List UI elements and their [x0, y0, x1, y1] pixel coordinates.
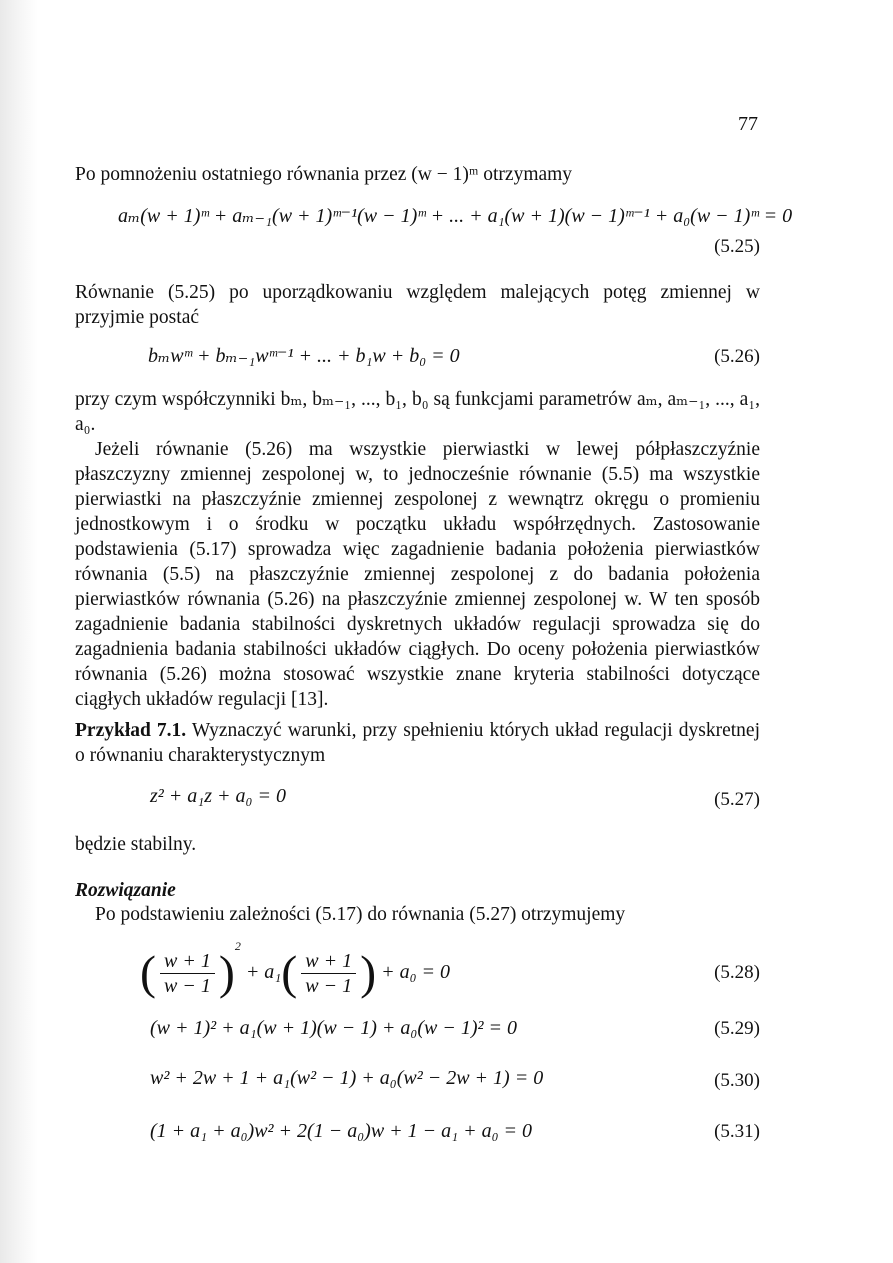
page-number: 77	[738, 113, 758, 135]
equation-5-29-number: (5.29)	[714, 1018, 760, 1039]
equation-5-28-coef: + a₁	[245, 961, 282, 983]
left-paren: (	[140, 946, 156, 1000]
equation-5-30	[150, 1067, 543, 1090]
right-paren-2: )	[360, 946, 377, 1000]
equation-5-27-number: (5.27)	[714, 789, 760, 810]
equation-5-25-number: (5.25)	[714, 236, 760, 257]
equation-5-31-number: (5.31)	[714, 1121, 760, 1142]
equation-5-27-body: z² + a₁z + a₀ = 0	[150, 785, 286, 807]
solution-heading: Rozwiązanie	[75, 880, 176, 901]
equation-5-31	[150, 1120, 532, 1143]
fraction-1-denominator: w − 1	[163, 974, 211, 997]
equation-5-29	[150, 1017, 517, 1040]
page-edge-shadow	[0, 0, 38, 1263]
example-text: Wyznaczyć warunki, przy spełnieniu których układ regulacji dyskretnej o równaniu charakterystycznym	[75, 720, 760, 766]
equation-5-28-tail: + a₀ = 0	[381, 961, 451, 983]
paragraph-stability-mapping: Jeżeli równanie (5.26) ma wszystkie pierwiastki w lewej półpłaszczyźnie płaszczyzny zmiennej zespolonej w, to jednocześnie równanie (5.5) ma wszystkie pierwiastki na płaszczyźnie zmiennej zespolonej z wewnątrz okręgu o promieniu jednostkowym i o środku w początku układu współrzędnych. Zastosowanie podstawienia (5.17) sprowadza więc zagadnienie badania położenia pierwiastków równania (5.5) na płaszczyźnie zmiennej zespolonej z do badania położenia pierwiastków równania (5.26) na płaszczyźnie zmiennej zespolonej w. W ten sposób zagadnienie badania stabilności dyskretnych układów regulacji sprowadza się do zagadnienia badania stabilności układów ciągłych. Do oceny położenia pierwiastków równania (5.26) można stosować wszystkie znane kryteria stabilności dotyczące ciągłych układów regulacji [13].	[75, 439, 760, 710]
paragraph-stable: będzie stabilny.	[75, 834, 197, 855]
equation-5-29-body: (w + 1)² + a₁(w + 1)(w − 1) + a₀(w − 1)² = 0	[150, 1017, 518, 1039]
equation-5-31-body: (1 + a₁ + a₀)w² + 2(1 − a₀)w + 1 − a₁ + a₀ = 0	[150, 1120, 533, 1142]
paragraph-reordering: Równanie (5.25) po uporządkowaniu względem malejących potęg zmiennej w przyjmie postać	[75, 282, 760, 328]
fraction-2	[301, 949, 356, 998]
equation-5-27	[150, 785, 286, 808]
paragraph-coefficients: przy czym współczynniki bₘ, bₘ₋₁, ..., b₁, b₀ są funkcjami parametrów aₘ, aₘ₋₁, ..., a₁, a₀.	[75, 389, 760, 435]
paragraph-intro: Po pomnożeniu ostatniego równania przez (w − 1)ᵐ otrzymamy	[75, 164, 573, 185]
equation-5-28-number: (5.28)	[714, 962, 760, 983]
equation-5-30-number: (5.30)	[714, 1070, 760, 1091]
equation-5-25-body: aₘ(w + 1)ᵐ + aₘ₋₁(w + 1)ᵐ⁻¹(w − 1)ᵐ + ... + a₁(w + 1)(w − 1)ᵐ⁻¹ + a₀(w − 1)ᵐ = 0	[118, 205, 793, 227]
equation-5-26-number: (5.26)	[714, 346, 760, 367]
fraction-1-power: 2	[234, 939, 241, 953]
fraction-1-numerator: w + 1	[160, 949, 215, 974]
right-paren: )	[218, 946, 235, 1000]
equation-5-25	[118, 203, 792, 228]
equation-5-28	[140, 939, 450, 998]
left-paren-2: (	[281, 946, 298, 1000]
equation-5-26	[148, 343, 460, 368]
example-label: Przykład 7.1.	[75, 720, 187, 741]
example-paragraph	[75, 718, 760, 768]
fraction-1	[160, 949, 215, 998]
equation-5-26-body: bₘwᵐ + bₘ₋₁wᵐ⁻¹ + ... + b₁w + b₀ = 0	[148, 345, 460, 367]
fraction-2-denominator: w − 1	[305, 974, 353, 997]
fraction-2-numerator: w + 1	[301, 949, 356, 974]
paragraph-substitution: Po podstawieniu zależności (5.17) do równania (5.27) otrzymujemy	[95, 904, 626, 925]
equation-5-30-body: w² + 2w + 1 + a₁(w² − 1) + a₀(w² − 2w + 1) = 0	[150, 1067, 544, 1089]
